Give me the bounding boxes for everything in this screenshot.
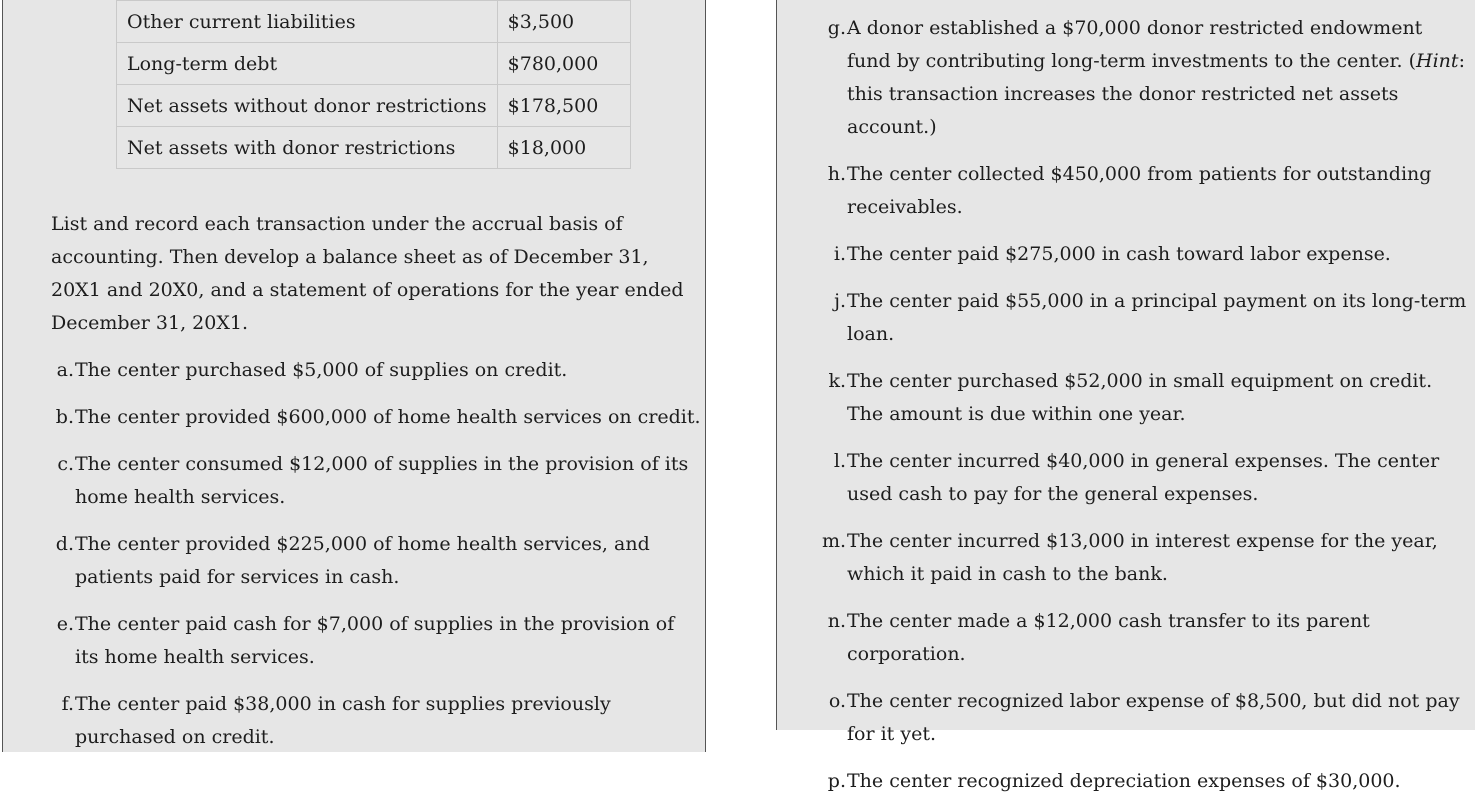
item-text: The center incurred $40,000 in general expenses. The center used cash to pay for the general expenses. bbox=[847, 450, 1440, 505]
row-value: $18,000 bbox=[497, 127, 630, 169]
list-item bbox=[51, 354, 701, 387]
list-item bbox=[817, 525, 1472, 591]
list-item bbox=[817, 365, 1472, 431]
hint-label: Hint bbox=[1416, 50, 1459, 72]
item-text-continued: : this transaction increases the donor restricted net assets account.) bbox=[847, 50, 1465, 138]
item-marker: b. bbox=[55, 406, 74, 428]
list-item bbox=[51, 401, 701, 434]
item-text: The center paid $275,000 in cash toward labor expense. bbox=[847, 243, 1391, 265]
item-text: The center paid $38,000 in cash for supplies previously purchased on credit. bbox=[75, 693, 611, 748]
item-text: The center recognized depreciation expenses of $30,000. bbox=[847, 770, 1401, 792]
item-marker: p. bbox=[827, 770, 846, 792]
list-item bbox=[817, 12, 1472, 144]
row-label: Other current liabilities bbox=[117, 1, 498, 43]
table-row bbox=[117, 43, 631, 85]
left-page-panel bbox=[2, 0, 706, 752]
right-page-panel bbox=[776, 0, 1475, 792]
list-item bbox=[51, 448, 701, 514]
instructions-paragraph: List and record each transaction under the accrual basis of accounting. Then develop a balance sheet as of December 31, 20X1 and 20X0, and a statement of operations for the year ended December 31, 20X1. bbox=[51, 213, 684, 334]
transaction-list-left bbox=[51, 354, 701, 768]
item-marker: a. bbox=[56, 359, 74, 381]
list-item bbox=[51, 608, 701, 674]
list-item bbox=[817, 605, 1472, 671]
item-text: The center paid $55,000 in a principal payment on its long-term loan. bbox=[847, 290, 1467, 345]
row-value: $178,500 bbox=[497, 85, 630, 127]
item-marker: l. bbox=[833, 450, 846, 472]
transaction-list-right bbox=[817, 12, 1472, 812]
list-item bbox=[51, 528, 701, 594]
row-value: $780,000 bbox=[497, 43, 630, 85]
table-row bbox=[117, 85, 631, 127]
item-marker: g. bbox=[827, 17, 846, 39]
row-value: $3,500 bbox=[497, 1, 630, 43]
item-text: The center made a $12,000 cash transfer to its parent corporation. bbox=[847, 610, 1370, 665]
list-item bbox=[817, 765, 1472, 798]
row-label: Net assets without donor restrictions bbox=[117, 85, 498, 127]
row-label: Long-term debt bbox=[117, 43, 498, 85]
item-text: The center provided $225,000 of home health services, and patients paid for services in cash. bbox=[75, 533, 650, 588]
list-item bbox=[817, 158, 1472, 224]
item-marker: m. bbox=[821, 530, 846, 552]
balance-sheet-table bbox=[116, 0, 631, 169]
item-text: A donor established a $70,000 donor restricted endowment fund by contributing long-term investments to the center. ( bbox=[847, 17, 1423, 72]
item-marker: j. bbox=[834, 290, 846, 312]
row-label: Net assets with donor restrictions bbox=[117, 127, 498, 169]
item-marker: e. bbox=[56, 613, 74, 635]
item-marker: d. bbox=[55, 533, 74, 555]
item-marker: h. bbox=[827, 163, 846, 185]
item-marker: f. bbox=[61, 693, 74, 715]
item-text: The center recognized labor expense of $8,500, but did not pay for it yet. bbox=[847, 690, 1460, 745]
list-item bbox=[817, 685, 1472, 751]
item-marker: k. bbox=[828, 370, 846, 392]
list-item bbox=[817, 285, 1472, 351]
table-row bbox=[117, 127, 631, 169]
item-text: The center collected $450,000 from patients for outstanding receivables. bbox=[847, 163, 1432, 218]
item-marker: c. bbox=[57, 453, 74, 475]
item-marker: n. bbox=[827, 610, 846, 632]
table-row bbox=[117, 1, 631, 43]
item-text: The center paid cash for $7,000 of supplies in the provision of its home health services. bbox=[75, 613, 675, 668]
item-text: The center provided $600,000 of home health services on credit. bbox=[75, 406, 701, 428]
list-item bbox=[51, 688, 701, 754]
item-marker: i. bbox=[833, 243, 846, 265]
item-text: The center consumed $12,000 of supplies in the provision of its home health services. bbox=[75, 453, 689, 508]
item-text: The center purchased $5,000 of supplies on credit. bbox=[75, 359, 568, 381]
item-text: The center incurred $13,000 in interest expense for the year, which it paid in cash to the bank. bbox=[847, 530, 1438, 585]
list-item bbox=[817, 445, 1472, 511]
item-text: The center purchased $52,000 in small equipment on credit. The amount is due within one year. bbox=[847, 370, 1433, 425]
item-marker: o. bbox=[828, 690, 846, 712]
list-item bbox=[817, 238, 1472, 271]
